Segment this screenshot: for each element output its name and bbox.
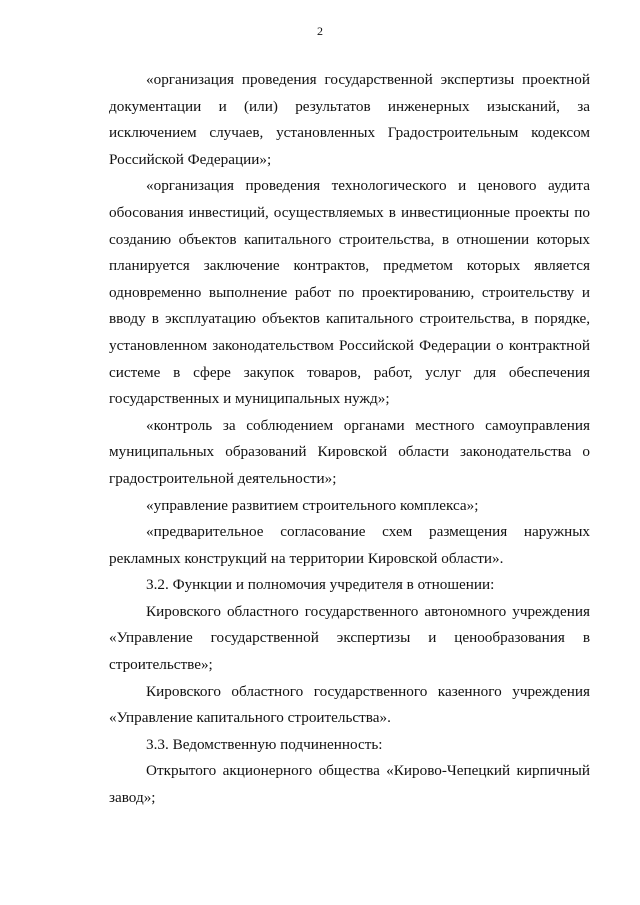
paragraph-municipal-control: «контроль за соблюдением органами местного самоуправления муниципальных образований Кировской области законодательства о градостроительной деятельности»; bbox=[109, 416, 590, 487]
paragraph-autonomous-institution: Кировского областного государственного автономного учреждения «Управление государственной экспертизы и ценообразования в строительстве»; bbox=[109, 602, 590, 674]
section-heading-3-2: 3.2. Функции и полномочия учредителя в отношении: bbox=[146, 576, 495, 594]
paragraph-state-expertise: «организация проведения государственной экспертизы проектной документации и (или) результатов инженерных изысканий, за исключением случаев, установленных Градостроительным кодексом Российской Федерации»; bbox=[109, 71, 590, 168]
paragraph-price-audit: «организация проведения технологического и ценового аудита обосования инвестиций, осуществляемых в инвестиционные проекты по созданию объектов капитального строительства, в отношении которых планируется заключение контрактов, предметом которых является одновременно выполнение работ по проектированию, строительству и вводу в эксплуатацию объектов капитального строительства, в порядке, установленном законодательством Российской Федерации о контрактной системе в сфере закупок товаров, работ, услуг для обеспечения государственных и муниципальных нужд»; bbox=[109, 177, 590, 408]
document-body bbox=[109, 67, 590, 812]
paragraph-construction-complex: «управление развитием строительного комплекса»; bbox=[146, 496, 479, 514]
paragraph-brick-plant: Открытого акционерного общества «Кирово-Чепецкий кирпичный завод»; bbox=[109, 762, 590, 807]
paragraph-state-institution: Кировского областного государственного казенного учреждения «Управление капитального строительства». bbox=[109, 682, 590, 727]
page-number: 2 bbox=[317, 24, 323, 38]
section-heading-3-3: 3.3. Ведомственную подчиненность: bbox=[146, 735, 383, 753]
paragraph-advertising-approval: «предварительное согласование схем размещения наружных рекламных конструкций на территории Кировской области». bbox=[109, 523, 590, 567]
